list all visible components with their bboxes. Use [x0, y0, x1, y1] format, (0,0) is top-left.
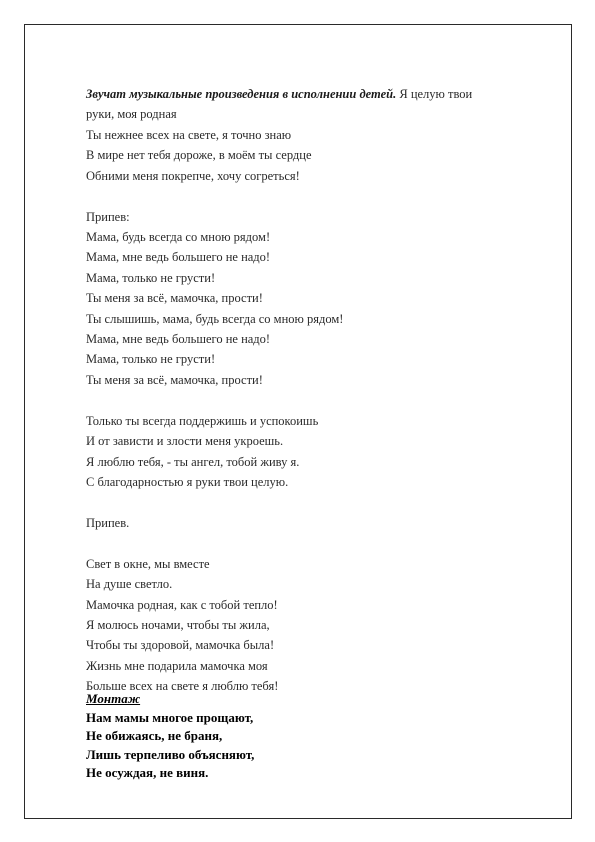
- text-line: Мама, будь всегда со мною рядом!: [86, 229, 271, 244]
- montage-line: Не обижаясь, не браня,: [86, 728, 223, 744]
- montage-line: Не осуждая, не виня.: [86, 765, 209, 781]
- text-line: Только ты всегда поддержишь и успокоишь: [86, 413, 319, 428]
- text-line: В мире нет тебя дороже, в моём ты сердце: [86, 148, 312, 163]
- text-line: Ты нежнее всех на свете, я точно знаю: [86, 127, 292, 142]
- montage-heading: Монтаж: [86, 691, 141, 706]
- text-line: Ты меня за всё, мамочка, прости!: [86, 372, 263, 387]
- text-line: Чтобы ты здоровой, мамочка была!: [86, 638, 275, 653]
- text-line: Ты меня за всё, мамочка, прости!: [86, 291, 263, 306]
- text-line: Свет в окне, мы вместе: [86, 556, 210, 571]
- text-line: Мамочка родная, как с тобой тепло!: [86, 597, 278, 612]
- chorus-label: Припев:: [86, 209, 130, 224]
- text-line: Мама, только не грусти!: [86, 270, 216, 285]
- text-line: С благодарностью я руки твои целую.: [86, 474, 289, 489]
- document-body: [86, 84, 546, 717]
- text-line: Мама, только не грусти!: [86, 352, 216, 367]
- text-line: Больше всех на свете я люблю тебя!: [86, 679, 279, 694]
- text-line: На душе светло.: [86, 577, 173, 592]
- chorus: [86, 207, 546, 391]
- text-line: Мама, мне ведь большего не надо!: [86, 331, 271, 346]
- text-line: Мама, мне ведь большего не надо!: [86, 250, 271, 265]
- text-line: Ты слышишь, мама, будь всегда со мною рядом!: [86, 311, 344, 326]
- chorus-repeat-label: Припев.: [86, 515, 130, 530]
- verse-3: [86, 554, 546, 697]
- montage-line: Лишь терпеливо объясняют,: [86, 746, 255, 762]
- text-line: Я люблю тебя, - ты ангел, тобой живу я.: [86, 454, 300, 469]
- text-line: руки, моя родная: [86, 107, 177, 122]
- intro-text: Я целую твои: [396, 87, 473, 101]
- intro-heading: Звучат музыкальные произведения в исполнении детей.: [86, 87, 397, 101]
- text-line: Я молюсь ночами, чтобы ты жила,: [86, 617, 270, 632]
- chorus-repeat: [86, 513, 546, 533]
- verse-1: [86, 84, 546, 186]
- montage-section: [86, 690, 546, 783]
- verse-2: [86, 411, 546, 493]
- text-line: И от зависти и злости меня укроешь.: [86, 434, 284, 449]
- montage-line: Нам мамы многое прощают,: [86, 709, 254, 725]
- intro-line: [86, 84, 546, 104]
- text-line: Жизнь мне подарила мамочка моя: [86, 658, 268, 673]
- text-line: Обними меня покрепче, хочу согреться!: [86, 168, 300, 183]
